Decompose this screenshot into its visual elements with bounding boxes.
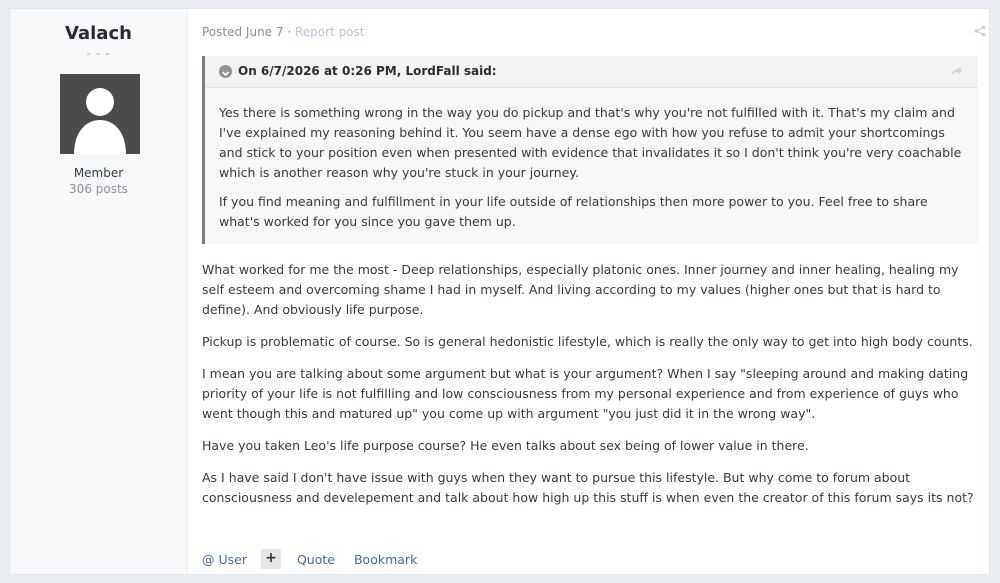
post-body <box>202 260 978 520</box>
quote-paragraph: If you find meaning and fulfillment in your life outside of relationships then more power to you. Feel free to share what's worked for you since you gave them up. <box>219 194 928 229</box>
quote-paragraph: Yes there is something wrong in the way you do pickup and that's why you're not fulfilled with it. That's my claim and I've explained my reasoning behind it. You seem have a dense ego with how you refuse to admit your shortcomings and stick to your position even when presented with evidence that invalidates it so I don't think you're very coachable which is another reason why you're stuck in your journey. <box>219 105 962 180</box>
author-rank: - - - <box>86 47 111 60</box>
quote-citation: On 6/7/2026 at 0:26 PM, LordFall said: <box>238 64 497 78</box>
post-date: Posted June 7 · <box>202 25 292 39</box>
quote-button[interactable]: Quote <box>296 551 335 567</box>
post-paragraph: What worked for me the most - Deep relationships, especially platonic ones. Inner journey and inner healing, healing my self esteem and overcoming shame I had in myself. And living according to my values (higher ones but that is hard to define). And obviously life purpose. <box>202 262 959 317</box>
post-content <box>202 9 978 574</box>
author-group: Member <box>73 166 124 180</box>
arrow-share-icon[interactable] <box>950 64 964 78</box>
report-post-link[interactable]: Report post <box>294 25 365 39</box>
multiquote-button[interactable]: + <box>261 549 281 569</box>
quote-body <box>205 88 978 244</box>
user-silhouette-icon <box>60 74 140 154</box>
post-paragraph: Pickup is problematic of course. So is general hedonistic lifestyle, which is really the only way to get into high body counts. <box>202 334 973 349</box>
author-name[interactable]: Valach <box>65 23 132 44</box>
mention-user-button[interactable]: @ User <box>202 551 247 567</box>
post-actions <box>202 548 417 570</box>
post-paragraph: As I have said I don't have issue with guys when they want to pursue this lifestyle. But why come to forum about consciousness and develepement and talk about how high up this stuff is when even the creator of this forum says its not? <box>202 470 974 505</box>
post-paragraph: Have you taken Leo's life purpose course? He even talks about sex being of lower value in there. <box>202 438 809 453</box>
post-meta <box>202 25 364 39</box>
chevron-down-icon[interactable] <box>219 65 232 78</box>
forum-post <box>9 8 990 575</box>
avatar[interactable] <box>60 74 140 154</box>
quote-block <box>202 56 978 244</box>
post-paragraph: I mean you are talking about some argument but what is your argument? When I say "sleeping around and making dating priority of your life is not fulfilling and low consciousness from my personal experience and from experience of guys who went though this and matured up" you come up with argument "you just did it in the wrong way". <box>202 366 969 421</box>
quote-header <box>205 56 978 88</box>
author-panel <box>10 9 188 574</box>
bookmark-button[interactable]: Bookmark <box>353 551 418 567</box>
share-icon[interactable] <box>974 25 986 37</box>
author-post-count: 306 posts <box>69 182 128 196</box>
